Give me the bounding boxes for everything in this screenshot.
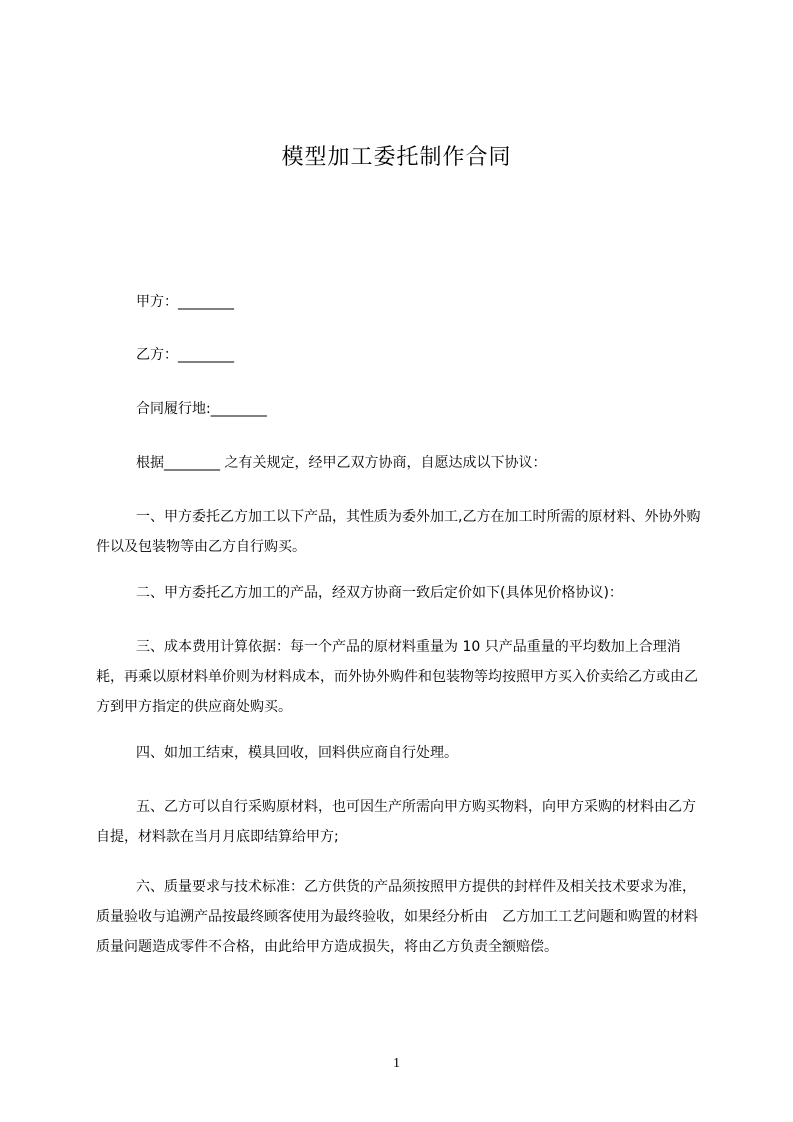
- clause-6: 六、质量要求与技术标准：乙方供货的产品须按照甲方提供的封样件及相关技术要求为准，质量验收与追溯产品按最终顾客使用为最终验收，如果经分析由 乙方加工工艺问题和购置的材料质量问题造成零件不合格，由此给甲方造成损失，将由乙方负责全额赔偿。: [96, 879, 698, 955]
- page-number: 1: [393, 1056, 400, 1071]
- clause-2: 二、甲方委托乙方加工的产品，经双方协商一致后定价如下(具体见价格协议)：: [136, 585, 623, 601]
- clause-1: 一、甲方委托乙方加工以下产品，其性质为委外加工,乙方在加工时所需的原材料、外协外购件以及包装物等由乙方自行购买。: [96, 509, 701, 555]
- clause-4: 四、如加工结束，模具回收，回料供应商自行处理。: [136, 745, 458, 761]
- party-b-line: 乙方：________: [136, 347, 234, 363]
- clause-5: 五、乙方可以自行采购原材料，也可因生产所需向甲方购买物料，向甲方采购的材料由乙方自提，材料款在当月月底即结算给甲方;: [96, 799, 696, 845]
- party-a-line: 甲方：________: [136, 294, 234, 310]
- contract-title: 模型加工委托制作合同: [281, 145, 512, 170]
- contract-basis-line: 根据________ 之有关规定，经甲乙双方协商，自愿达成以下协议：: [136, 455, 547, 471]
- clause-3: 三、成本费用计算依据：每一个产品的原材料重量为 10 只产品重量的平均数加上合理消耗，再乘以原材料单价则为材料成本，而外协外购件和包装物等均按照甲方买入价卖给乙方或由乙方到甲方指定的供应商处购买。: [96, 639, 698, 715]
- contract-place-line: 合同履行地:________: [136, 401, 267, 417]
